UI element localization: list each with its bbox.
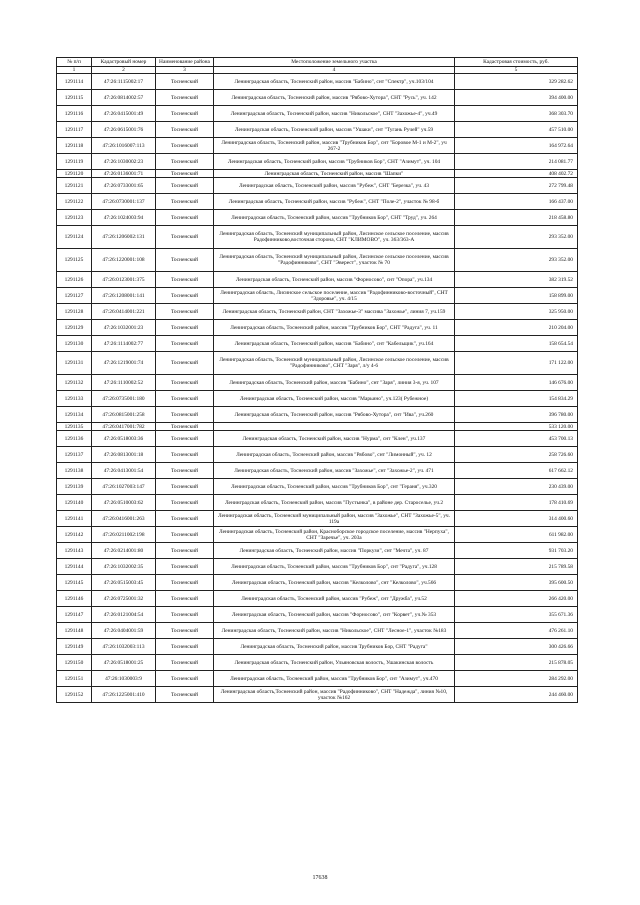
cadastral-value-cell: 293 352.00 [455,226,578,249]
cadastral-value-cell: 329 282.62 [455,74,578,90]
row-number-cell: 1291126 [57,272,92,288]
cadastral-value-cell: 166 437.00 [455,194,578,210]
table-row [57,575,578,591]
location-cell: Ленинградская область, Тосненский район, СНТ "Захожье-3" массива "Захожье", линия 7, уч.159 [214,304,455,320]
row-number-cell: 1291141 [57,511,92,527]
cadastral-number-cell: 47:26:0404001:59 [92,623,156,639]
cadastral-value-table [56,57,578,703]
district-cell: Тосненский [156,543,214,559]
table-header-row [57,58,578,67]
location-cell: Ленинградская область, Тосненский район, массив "Ушаки", снт "Тугань Ручей" уч.59 [214,122,455,138]
district-cell: Тосненский [156,304,214,320]
location-cell: Ленинградская область, Тосненский район, Ульяновская волость, Ушакинская волость [214,655,455,671]
row-number-cell: 1291144 [57,559,92,575]
table-row [57,463,578,479]
cadastral-number-cell: 47:26:0123001:375 [92,272,156,288]
cadastral-value-cell: 325 950.00 [455,304,578,320]
district-cell: Тосненский [156,194,214,210]
cadastral-value-cell: 396 780.00 [455,407,578,423]
table-row [57,479,578,495]
table-row [57,304,578,320]
location-cell: Ленинградская область, Тосненский район, массив "Пустынка", в районе дер. Староселье, уч.2 [214,495,455,511]
row-number-cell: 1291134 [57,407,92,423]
column-index-cell: 4 [214,67,455,74]
row-number-cell: 1291140 [57,495,92,511]
table-row [57,391,578,407]
district-cell: Тосненский [156,479,214,495]
district-cell: Тосненский [156,407,214,423]
cadastral-value-cell: 146 676.00 [455,375,578,391]
cadastral-number-cell: 47:26:1032001:23 [92,320,156,336]
cadastral-value-cell: 272 799.48 [455,178,578,194]
cadastral-value-cell: 215 789.58 [455,559,578,575]
row-number-cell: 1291117 [57,122,92,138]
location-cell: Ленинградская область, Тосненский муниципальный район, Лисинское сельское поселение, массив Радофинниково,восточная сторона, СНТ "КЛИМОВО", уч. 363/363-А [214,226,455,249]
row-number-cell: 1291143 [57,543,92,559]
table-row [57,511,578,527]
cadastral-number-cell: 47:26:1219001:74 [92,352,156,375]
district-cell: Тосненский [156,74,214,90]
cadastral-number-cell: 47:26:1027003:147 [92,479,156,495]
cadastral-number-cell: 47:26:0417001:782 [92,423,156,431]
row-number-cell: 1291121 [57,178,92,194]
location-cell [214,423,455,431]
row-number-cell: 1291123 [57,210,92,226]
table-row [57,122,578,138]
location-cell: Ленинградская область, Тосненский район, массив "Захожье", снт "Захожье-2", уч. 471 [214,463,455,479]
cadastral-number-cell: 47:26:1225001:410 [92,687,156,703]
cadastral-number-cell: 47:26:1208001:141 [92,288,156,304]
district-cell: Тосненский [156,154,214,170]
header-cadastral-number: Кадастровый номер [92,58,156,67]
cadastral-number-cell: 47:26:0121004:54 [92,607,156,623]
row-number-cell: 1291119 [57,154,92,170]
location-cell: Ленинградская область,Тосненский район, массив "Радофинниково", СНТ "Надежда", линия №10, участок №162 [214,687,455,703]
location-cell: Ленинградская область, Тосненский район, массив "Трубников Бор", СНТ "Азимут", уч. 104 [214,154,455,170]
district-cell: Тосненский [156,226,214,249]
cadastral-number-cell: 47:26:0415001:49 [92,106,156,122]
cadastral-number-cell: 47:26:1016007:113 [92,138,156,154]
table-row [57,336,578,352]
header-district-name: Наименование района [156,58,214,67]
location-cell: Ленинградская область, Тосненский район, массив "Марьино", уч.123( Рубежное) [214,391,455,407]
cadastral-number-cell: 47:26:0813001:18 [92,447,156,463]
location-cell: Ленинградская область, Тосненский район, массив "Бабино", снт "Кабельщик", уч.164 [214,336,455,352]
row-number-cell: 1291139 [57,479,92,495]
cadastral-value-cell: 533 120.00 [455,423,578,431]
district-cell: Тосненский [156,210,214,226]
district-cell: Тосненский [156,591,214,607]
table-row [57,226,578,249]
row-number-cell: 1291146 [57,591,92,607]
cadastral-value-cell: 218 458.80 [455,210,578,226]
table-row [57,375,578,391]
table-row [57,527,578,543]
location-cell: Ленинградская область, Тосненский район, массив "Трубников Бор", СНТ "Труд", уч. 264 [214,210,455,226]
row-number-cell: 1291145 [57,575,92,591]
cadastral-number-cell: 47:26:0615001:76 [92,122,156,138]
location-cell: Ленинградская область, Тосненский район, массив "Бабино", снт "Заря", линия 3-я, уч. 107 [214,375,455,391]
location-cell: Ленинградская область, Тосненский район, массив "Форносово", снт "Корвет", уч.№ 353 [214,607,455,623]
table-row [57,352,578,375]
location-cell: Ленинградская область, Тосненский район, массив "Трубников Бор", снт "Гераня", уч.320 [214,479,455,495]
location-cell: Ленинградская область, Тосненский район, массив "Рябово", снт "Лимонный", уч. 12 [214,447,455,463]
district-cell: Тосненский [156,463,214,479]
row-number-cell: 1291120 [57,170,92,178]
row-number-cell: 1291129 [57,320,92,336]
location-cell: Ленинградская область, Тосненский район, массив "Рубеж", СНТ "Березка", уч. 43 [214,178,455,194]
district-cell: Тосненский [156,431,214,447]
cadastral-value-cell: 453 700.13 [455,431,578,447]
cadastral-number-cell: 47:26:0515003:45 [92,575,156,591]
table-row [57,178,578,194]
cadastral-value-cell: 355 671.36 [455,607,578,623]
district-cell: Тосненский [156,138,214,154]
table-row [57,639,578,655]
location-cell: Ленинградская область, Тосненский район, массив "Рубеж", СНТ "Поле-2", участок № 98-б [214,194,455,210]
location-cell: Ленинградская область, Тосненский муниципальный район, Лисинское сельское поселение, массив "Радофинниково", СНТ "Заря", л/у 4-6 [214,352,455,375]
cadastral-number-cell: 47:26:0815001:258 [92,407,156,423]
district-cell: Тосненский [156,447,214,463]
table-row [57,543,578,559]
location-cell: Ленинградская область, Тосненский муниципальный район, массив "Захожье", СНТ "Захожье-5", уч. 119а [214,511,455,527]
cadastral-number-cell: 47:26:0136001:71 [92,170,156,178]
cadastral-value-cell: 293 352.00 [455,249,578,272]
cadastral-value-cell: 394 400.00 [455,90,578,106]
cadastral-value-cell: 408 402.72 [455,170,578,178]
cadastral-value-cell: 230 439.00 [455,479,578,495]
district-cell: Тосненский [156,687,214,703]
page-number: 17638 [312,875,328,881]
cadastral-number-cell: 47:26:0518003:36 [92,431,156,447]
district-cell: Тосненский [156,106,214,122]
cadastral-value-cell: 284 292.00 [455,671,578,687]
cadastral-value-cell: 215 878.05 [455,655,578,671]
cadastral-number-cell: 47:26:1032003:113 [92,639,156,655]
row-number-cell: 1291118 [57,138,92,154]
district-cell: Тосненский [156,639,214,655]
table-row [57,320,578,336]
cadastral-value-cell: 931 703.20 [455,543,578,559]
cadastral-value-cell: 244 460.00 [455,687,578,703]
district-cell: Тосненский [156,288,214,304]
district-cell: Тосненский [156,671,214,687]
cadastral-number-cell: 47:26:1206002:131 [92,226,156,249]
table-row [57,495,578,511]
cadastral-value-cell: 154 834.29 [455,391,578,407]
cadastral-number-cell: 47:26:1024003:94 [92,210,156,226]
cadastral-number-cell: 47:26:0518001:25 [92,655,156,671]
cadastral-value-cell: 158 899.00 [455,288,578,304]
district-cell: Тосненский [156,90,214,106]
row-number-cell: 1291124 [57,226,92,249]
cadastral-number-cell: 47:26:1032002:35 [92,559,156,575]
cadastral-value-cell: 164 972.64 [455,138,578,154]
row-number-cell: 1291148 [57,623,92,639]
table-row [57,623,578,639]
district-cell: Тосненский [156,170,214,178]
column-index-cell: 3 [156,67,214,74]
table-row [57,170,578,178]
location-cell: Ленинградская область, Тосненский район, массив "Трубников Бор", снт "Азимут", уч.470 [214,671,455,687]
table-row [57,210,578,226]
column-index-cell: 1 [57,67,92,74]
row-number-cell: 1291136 [57,431,92,447]
cadastral-number-cell: 47:26:0735001:180 [92,391,156,407]
row-number-cell: 1291149 [57,639,92,655]
table-body [57,74,578,703]
cadastral-value-cell: 314 400.60 [455,511,578,527]
row-number-cell: 1291151 [57,671,92,687]
cadastral-number-cell: 47:26:1114002:77 [92,336,156,352]
table-row [57,671,578,687]
location-cell: Ленинградская область, Лисинское сельское поселение, массив "Радофинниково-восточный", СНТ "Здоровье", уч. 4/15 [214,288,455,304]
cadastral-number-cell: 47:26:1030003:9 [92,671,156,687]
location-cell: Ленинградская область, Тосненский район, Красноборское городское поселение, массив "Нерпуха", СНТ "Заречье", уч. 203а [214,527,455,543]
row-number-cell: 1291128 [57,304,92,320]
district-cell: Тосненский [156,122,214,138]
district-cell: Тосненский [156,352,214,375]
location-cell: Ленинградская область, Тосненский район, массив Трубников Бор, СНТ "Радуга" [214,639,455,655]
location-cell: Ленинградская область, Тосненский район, массив "Келколово", снт "Келколово", уч.566 [214,575,455,591]
cadastral-value-cell: 368 303.70 [455,106,578,122]
table-row [57,249,578,272]
cadastral-value-cell: 382 319.52 [455,272,578,288]
district-cell: Тосненский [156,607,214,623]
location-cell: Ленинградская область, Тосненский район, массив "Трубников Бор", снт "Радуга", уч.128 [214,559,455,575]
cadastral-number-cell: 47:26:0414001:221 [92,304,156,320]
cadastral-value-table-page [56,57,577,703]
cadastral-number-cell: 47:26:0214001:80 [92,543,156,559]
row-number-cell: 1291137 [57,447,92,463]
table-row [57,591,578,607]
cadastral-number-cell: 47:26:1030002:23 [92,154,156,170]
cadastral-number-cell: 47:26:0725001:32 [92,591,156,607]
location-cell: Ленинградская область, Тосненский район, массив "Трубников Бор", СНТ "Радуга", уч. 11 [214,320,455,336]
cadastral-value-cell: 258 726.60 [455,447,578,463]
cadastral-value-cell: 300 426.66 [455,639,578,655]
cadastral-value-cell: 214 081.77 [455,154,578,170]
table-row [57,447,578,463]
row-number-cell: 1291122 [57,194,92,210]
district-cell: Тосненский [156,575,214,591]
row-number-cell: 1291132 [57,375,92,391]
table-row [57,423,578,431]
cadastral-number-cell: 47:26:0733001:65 [92,178,156,194]
cadastral-number-cell: 47:26:0413001:54 [92,463,156,479]
district-cell: Тосненский [156,391,214,407]
location-cell: Ленинградская область, Тосненский район, массив "Рябово-Хутора", снт "Ива", уч.260 [214,407,455,423]
row-number-cell: 1291135 [57,423,92,431]
table-row [57,407,578,423]
table-row [57,431,578,447]
location-cell: Ленинградская область, Тосненский район, массив "Шапки" [214,170,455,178]
row-number-cell: 1291130 [57,336,92,352]
district-cell: Тосненский [156,511,214,527]
location-cell: Ленинградская область, Тосненский район, массив "Никольское", СНТ "Захожье-4", уч.49 [214,106,455,122]
cadastral-value-cell: 266 420.00 [455,591,578,607]
table-row [57,154,578,170]
cadastral-value-cell: 395 600.50 [455,575,578,591]
row-number-cell: 1291142 [57,527,92,543]
location-cell: Ленинградская область, Тосненский район, массив "Никольское", СНТ "Лесное-1", участок №183 [214,623,455,639]
row-number-cell: 1291131 [57,352,92,375]
cadastral-number-cell: 47:26:0510003:62 [92,495,156,511]
row-number-cell: 1291133 [57,391,92,407]
cadastral-value-cell: 210 204.00 [455,320,578,336]
table-row [57,559,578,575]
header-plot-location: Местоположение земельного участка [214,58,455,67]
district-cell: Тосненский [156,559,214,575]
row-number-cell: 1291127 [57,288,92,304]
table-row [57,138,578,154]
cadastral-number-cell: 47:26:0730001:137 [92,194,156,210]
district-cell: Тосненский [156,527,214,543]
cadastral-number-cell: 47:26:0211002:198 [92,527,156,543]
table-row [57,288,578,304]
cadastral-value-cell: 476 261.10 [455,623,578,639]
district-cell: Тосненский [156,336,214,352]
row-number-cell: 1291147 [57,607,92,623]
table-row [57,194,578,210]
cadastral-value-cell: 617 662.12 [455,463,578,479]
district-cell: Тосненский [156,495,214,511]
column-index-cell: 2 [92,67,156,74]
district-cell: Тосненский [156,623,214,639]
table-row [57,655,578,671]
location-cell: Ленинградская область, Тосненский район, массив "Бабино", снт "Спектр", уч.103/104 [214,74,455,90]
location-cell: Ленинградская область, Тосненский район, массив "Трубников Бор", снт "Боровое М-1 и М-2", уч 267-2 [214,138,455,154]
location-cell: Ленинградская область, Тосненский район, массив "Нурма", снт "Клен", уч.137 [214,431,455,447]
district-cell: Тосненский [156,320,214,336]
column-index-cell: 5 [455,67,578,74]
cadastral-number-cell: 47:26:1110002:52 [92,375,156,391]
header-cadastral-value: Кадастровая стоимость, руб. [455,58,578,67]
location-cell: Ленинградская область, Тосненский муниципальный район, Лисинское сельское поселение, массив "Радофинниково", СНТ "Эверест", участок № 70 [214,249,455,272]
location-cell: Ленинградская область, Тосненский район, массив "Поркузи", снт "Мечта", уч. 87 [214,543,455,559]
cadastral-number-cell: 47:26:0814002:57 [92,90,156,106]
row-number-cell: 1291116 [57,106,92,122]
row-number-cell: 1291115 [57,90,92,106]
cadastral-number-cell: 47:26:1220001:108 [92,249,156,272]
table-row [57,90,578,106]
district-cell: Тосненский [156,249,214,272]
table-row [57,687,578,703]
table-row [57,272,578,288]
row-number-cell: 1291152 [57,687,92,703]
district-cell: Тосненский [156,423,214,431]
row-number-cell: 1291138 [57,463,92,479]
district-cell: Тосненский [156,178,214,194]
cadastral-value-cell: 178 410.69 [455,495,578,511]
table-row [57,106,578,122]
column-index-row [57,67,578,74]
location-cell: Ленинградская область, Тосненский район, массив "Рубеж", снт "Дружба", уч.52 [214,591,455,607]
cadastral-value-cell: 611 982.00 [455,527,578,543]
location-cell: Ленинградская область, Тосненский район, массив "Форносово", снт "Опора", уч.134 [214,272,455,288]
cadastral-number-cell: 47:26:0416001:263 [92,511,156,527]
cadastral-number-cell: 47:26:1115002:17 [92,74,156,90]
district-cell: Тосненский [156,375,214,391]
cadastral-value-cell: 158 654.54 [455,336,578,352]
cadastral-value-cell: 171 122.00 [455,352,578,375]
table-row [57,607,578,623]
cadastral-value-cell: 457 510.00 [455,122,578,138]
row-number-cell: 1291150 [57,655,92,671]
table-row [57,74,578,90]
row-number-cell: 1291114 [57,74,92,90]
district-cell: Тосненский [156,272,214,288]
row-number-cell: 1291125 [57,249,92,272]
district-cell: Тосненский [156,655,214,671]
location-cell: Ленинградская область, Тосненский район, массив "Рябово-Хутора", СНТ "Русь", уч. 142 [214,90,455,106]
header-row-number: № п/п [57,58,92,67]
